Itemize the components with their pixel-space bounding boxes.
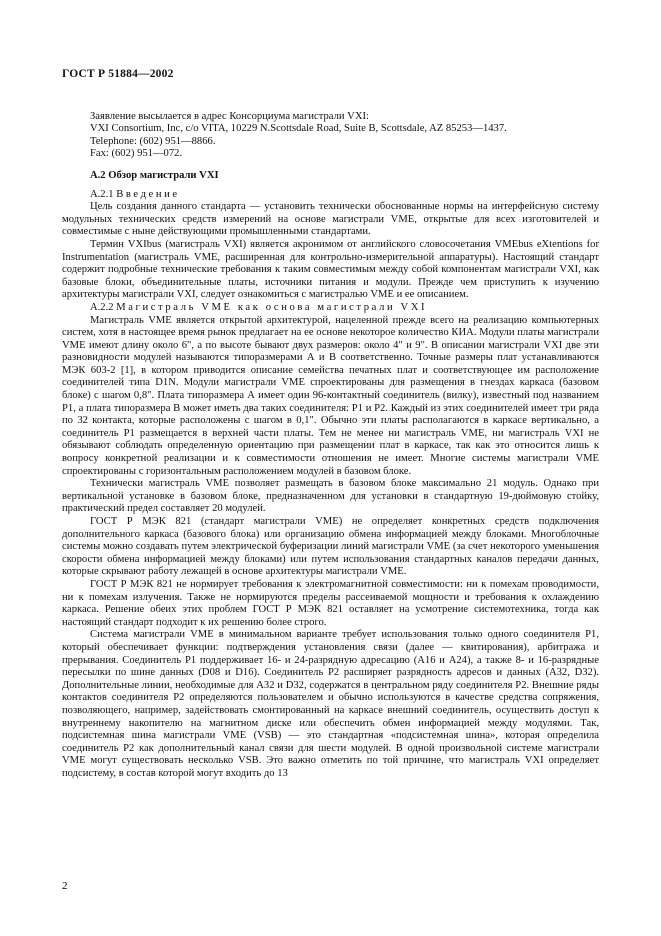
subsection-heading-vme [90, 302, 599, 315]
subsection-title: Магистраль VME как основа магистрали VXI [116, 301, 428, 313]
paragraph: Система магистрали VME в минимальном варианте требует использования только одного соединителя Р1, который обеспечивает функции: подтверждения установления связи (далее — квитирования), арбитража и прерывания. Соединитель Р1 поддерживает 16- и 24-разрядную адресацию (А16 и А24), а также 8- и 16-разрядные пересылки по шине данных (D08 и D16). Соединитель Р2 расширяет разрядность адресов и данных (А32, D32). Дополнительные линии, необходимые для А32 и D32, содержатся в центральном ряду соединителя Р2. Внешние ряды контактов соединителя Р2 определяются пользователем и обычно используются в качестве средства сопряжения, позволяющего, например, задействовать смонтированный на каркасе внешний соединитель, осуществить доступ к внутреннему накопителю на магнитном диске или обеспечить обмен информацией между модулями. Так, подсистемная шина магистрали VME (VSB) — это стандартная «подсистемная шина», которая определила соединитель Р2 как дополнительный канал связи для шести модулей. В одной произвольной системе магистрали VME могут существовать несколько VSB. Это важно отметить по той причине, что магистраль VXI определяет подсистему, в состав которой могут входить до 13 [62, 629, 599, 779]
paragraph: ГОСТ Р МЭК 821 не нормирует требования к электромагнитной совместимости: ни к помехам проводимости, ни к помехам излучения. Также не нормируются пределы рассеиваемой мощности и требования к охлаждению каркаса. Решение обеих этих проблем ГОСТ Р МЭК 821 оставляет на усмотрение системотехника, тогда как настоящий стандарт подходит к их решению более строго. [62, 578, 599, 628]
paragraph: Термин VXIbus (магистраль VXI) является акронимом от английского словосочетания VMEbus eXtentions for Instrumentation (магистраль VME, расширенная для контрольно-измерительной аппаратуры). Настоящий стандарт содержит подробные технические требования к таким совместимым между собой компонентам магистрали VXI, как базовые блоки, объединительные платы, источники питания и модули. Прежде чем приступить к изучению архитектуры магистрали VXI, следует ознакомиться с магистралью VME и ее описанием. [62, 238, 599, 301]
address-block [62, 111, 599, 161]
subsection-title: Введение [116, 188, 180, 200]
fax-line: Fax: (602) 951—072. [90, 148, 183, 160]
paragraph: ГОСТ Р МЭК 821 (стандарт магистрали VME) не определяет конкретных средств подключения дополнительного каркаса (базового блока) или организацию обмена информацией между блоками. Многоблочные системы можно создавать путем электрической буферизации линий магистрали VME (за счет некоторого уменьшения скорости обмена информацией между блоками) или путем использования стандартных каналов передачи данных, которые скрывают работу лежащей в основе архитектуры магистрали VME. [62, 516, 599, 578]
telephone-line: Telephone: (602) 951—8866. [90, 135, 216, 147]
paragraph: Цель создания данного стандарта — установить технически обоснованные нормы на интерфейсную систему модульных технических средств измерений на основе магистрали VME, открытые для всех изготовителей и совместимые с ныне действующими промышленными стандартами. [62, 201, 599, 238]
paragraph: Технически магистраль VME позволяет размещать в базовом блоке максимально 21 модуль. Однако при вертикальной установке в базовом блоке, предназначенном для установки в стандартную 19-дюймовую стойку, практический предел составляет 20 модулей. [62, 478, 599, 515]
address-line: Заявление высылается в адрес Консорциума магистрали VXI: [90, 110, 369, 122]
subsection-number: А.2.1 [90, 188, 114, 200]
address-line: VXI Consortium, Inc, c/o VITA, 10229 N.Scottsdale Road, Suite B, Scottsdale, AZ 85253—1437. [90, 123, 507, 135]
subsection-heading-introduction [90, 189, 599, 202]
subsection-number: А.2.2 [90, 301, 114, 313]
page-number: 2 [62, 880, 68, 892]
paragraph: Магистраль VME является открытой архитектурой, нацеленной прежде всего на реализацию компьютерных систем, хотя в настоящее время рынок предлагает на ее основе некоторое количество КИА. Модули платы магистрали VME имеют длину около 6", а по высоте бывают двух размеров: около 4" и 9". В описании магистрали VXI две эти разновидности модулей называются типоразмерами А и В соответственно. Точные размеры плат устанавливаются МЭК 603-2 [1], в котором приводится описание семейства печатных плат и соответствующее им расположение соединителей типа D1N. Модули магистрали VME спроектированы для размещения в гнездах каркаса (базовом блоке) с шагом 0,8". Плата типоразмера А имеет один 96-контактный соединитель (вилку), известный под названием Р1, а плата типоразмера В может иметь два таких соединителя: Р1 и Р2. Каждый из этих соединителей имеет три ряда по 32 контакта, которые расположены с шагом в 0,1". Обычно эти платы располагаются в каркасе вертикально, а соединитель Р1 размещается в верхней части платы. Тем не менее ни магистраль VME, ни магистраль VXI не обязывают соблюдать определенную ориентацию при размещении плат в каркасе, так как это относится лишь к вопросу конкретной реализации и к совместимости отношения не имеет. Многие системы магистрали VME спроектированы с горизонтальным расположением модулей в базовом блоке. [62, 314, 599, 477]
document-header: ГОСТ Р 51884—2002 [62, 68, 174, 80]
section-title: А.2 Обзор магистрали VXI [90, 169, 219, 181]
